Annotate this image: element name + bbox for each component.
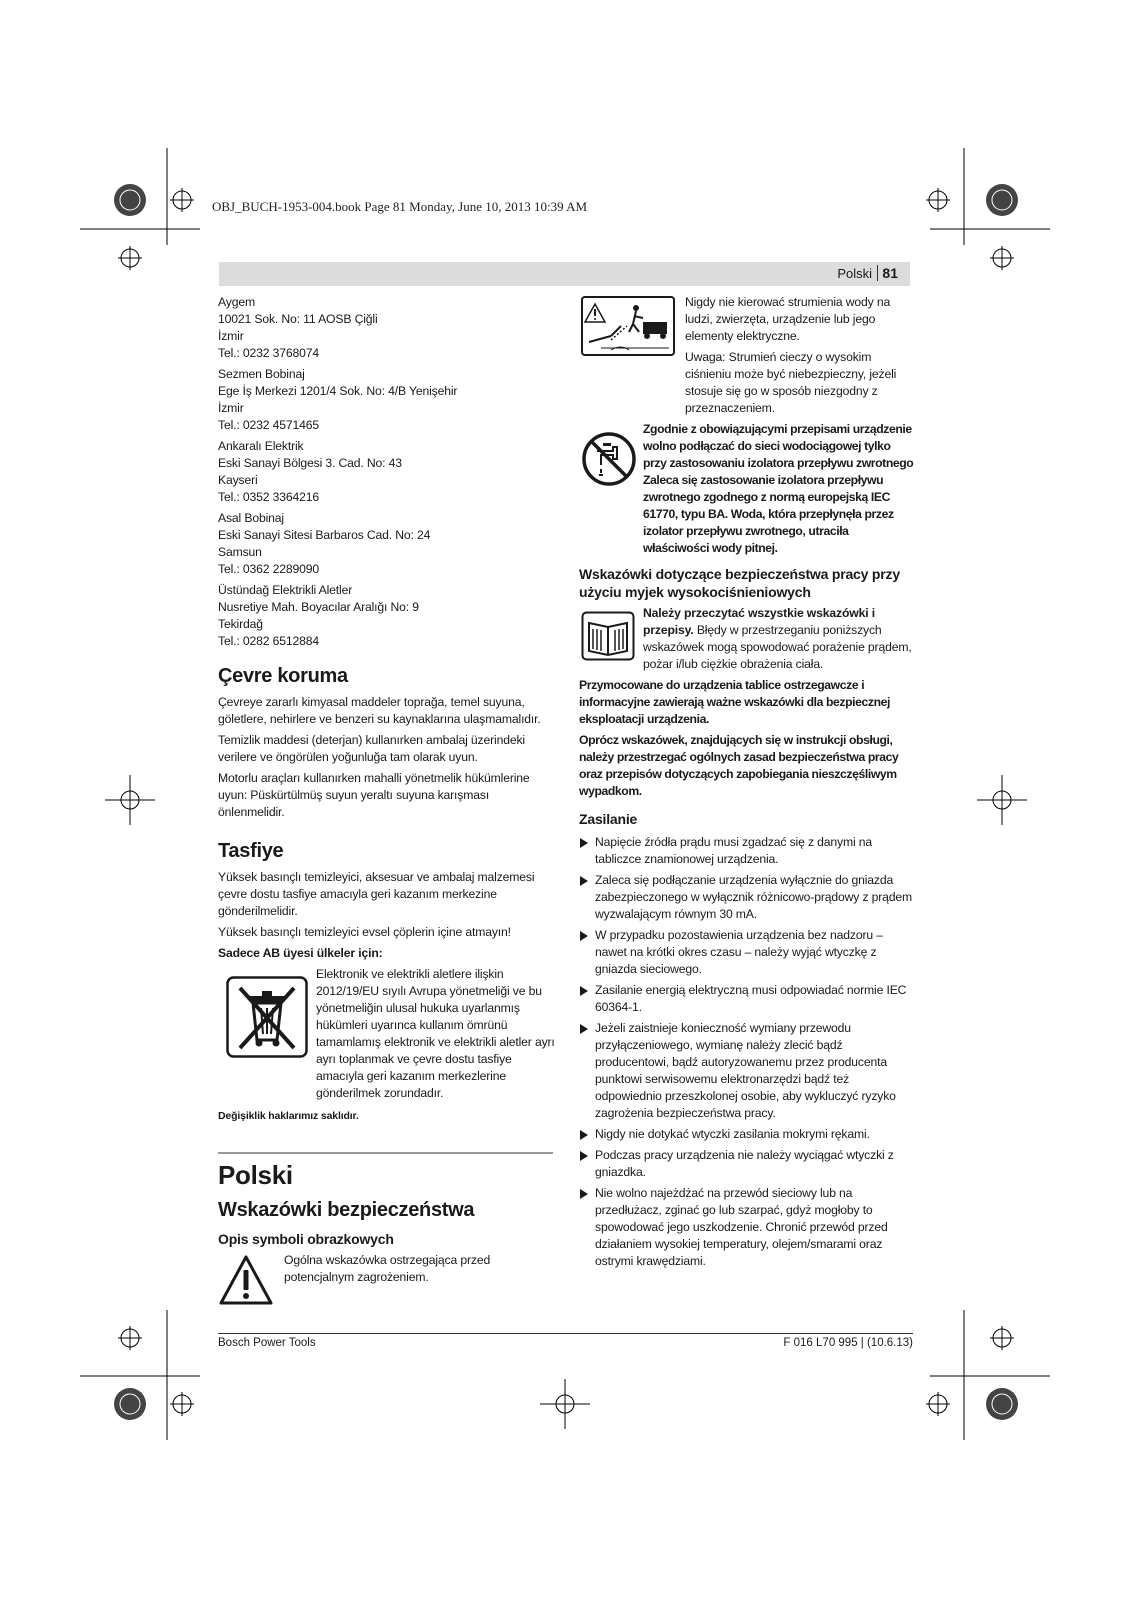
read-manual-block bbox=[579, 605, 914, 673]
backflow-block bbox=[579, 421, 914, 557]
water-jet-warning-icon bbox=[581, 296, 675, 361]
list-item: Jeżeli zaistnieje konieczność wymiany przewodu przyłączeniowego, wymianę należy zlecić bądź producentowi, bądź autoryzowanemu przez producenta punktowi serwisowemu elektronarzędzi bądź też odpowiednio przeszkolonej osobie, aby wykluczyć ryzyko zagrożenia bezpieczeństwa pracy. bbox=[579, 1020, 914, 1122]
address-city: Kayseri bbox=[218, 473, 258, 487]
warning-triangle-icon bbox=[218, 1254, 274, 1311]
weee-text: Elektronik ve elektrikli aletlere ilişkin 2012/19/EU sıyılı Avrupa yönetmeliği ve bu yönetmeliğin ulusal hukuka uyarlanmış hükümleri uyarınca kullanım ömrünü tamamlamış elektronik ve elektrikli aletler ayrı ayrı toplanmak ve çevre dostu tasfiye amacıyla geri kazanım merkezlerine gönderilmek zorundadır. bbox=[316, 967, 555, 1100]
address-city: İzmir bbox=[218, 401, 244, 415]
eu-only-label: Sadece AB üyesi ülkeler için: bbox=[218, 946, 383, 960]
list-item: Zasilanie energią elektryczną musi odpowiadać normie IEC 60364-1. bbox=[579, 982, 914, 1016]
weee-bin-icon bbox=[226, 976, 308, 1063]
address-name: Sezmen Bobinaj bbox=[218, 367, 305, 381]
address-block bbox=[218, 438, 558, 506]
cevre-title: Çevre koruma bbox=[218, 665, 348, 687]
general-rules-note: Oprócz wskazówek, znajdujących się w instrukcji obsługi, należy przestrzegać ogólnych zasad bezpieczeństwa pracy oraz przepisów dotyczących zapobiegania nieszczęśliwym wypadkom. bbox=[579, 733, 899, 798]
address-block bbox=[218, 294, 558, 362]
footer-brand: Bosch Power Tools bbox=[218, 1337, 316, 1349]
list-item: W przypadku pozostawienia urządzenia bez nadzoru – nawet na krótki okres czasu – należy wyjąć wtyczkę z gniazda sieciowego. bbox=[579, 927, 914, 978]
safety-title: Wskazówki bezpieczeństwa bbox=[218, 1199, 475, 1221]
backflow-text: Zgodnie z obowiązującymi przepisami urządzenie wolno podłączać do sieci wodociągowej tylko przy zastosowaniu izolatora przepływu zwrotnego Zaleca się zastosowanie izolatora przepływu zwrotnego zgodnego z normą europejską IEC 61770, typu BA. Woda, która przepłynęła przez izolator przepływu zwrotnego, utraciła właściwości wody pitnej. bbox=[643, 422, 914, 555]
page-number: 81 bbox=[882, 265, 898, 281]
cevre-paragraph-3: Motorlu araçları kullanırken mahalli yönetmelik hükümlerine uyun: Püskürtülmüş suyun yeraltı suyuna karışması önlenmelidir. bbox=[218, 771, 530, 819]
water-jet-block bbox=[579, 294, 914, 417]
address-tel: Tel.: 0352 3364216 bbox=[218, 490, 319, 504]
address-street: Nusretiye Mah. Boyacılar Aralığı No: 9 bbox=[218, 600, 419, 614]
address-street: 10021 Sok. No: 11 AOSB Çiğli bbox=[218, 312, 378, 326]
polski-title: Polski bbox=[218, 1160, 293, 1190]
header-separator bbox=[877, 265, 878, 281]
right-column bbox=[579, 294, 914, 1274]
section-divider bbox=[218, 1152, 553, 1154]
power-supply-title: Zasilanie bbox=[579, 811, 638, 827]
list-item: Napięcie źródła prądu musi zgadzać się z danymi na tabliczce znamionowej urządzenia. bbox=[579, 834, 914, 868]
power-supply-list bbox=[579, 834, 914, 1270]
address-list bbox=[218, 294, 558, 650]
address-name: Asal Bobinaj bbox=[218, 511, 284, 525]
polski-section bbox=[218, 1160, 558, 1312]
header-language: Polski bbox=[837, 266, 872, 281]
address-street: Ege İş Merkezi 1201/4 Sok. No: 4/B Yenişehir bbox=[218, 384, 458, 398]
weee-block bbox=[218, 966, 558, 1102]
general-warning-block bbox=[218, 1252, 558, 1312]
address-tel: Tel.: 0362 2289090 bbox=[218, 562, 319, 576]
cevre-paragraph-1: Çevreye zararlı kimyasal maddeler toprağa, temel suyuna, göletlere, nehirlere ve benzeri su kaynaklarına ulaşmamalıdır. bbox=[218, 695, 541, 726]
page-header-bar bbox=[219, 262, 910, 286]
water-jet-text bbox=[685, 294, 914, 417]
water-jet-paragraph-2: Uwaga: Strumień cieczy o wysokim ciśnieniu może być niebezpieczny, jeżeli stosuje się go w sposób niezgodny z przeznaczeniem. bbox=[685, 350, 897, 415]
no-tap-connection-icon bbox=[581, 431, 637, 492]
labels-note: Przymocowane do urządzenia tablice ostrzegawcze i informacyjne zawierają ważne wskazówki dla bezpiecznej eksploatacji urządzenia. bbox=[579, 678, 890, 726]
tasfiye-paragraph-1: Yüksek basınçlı temizleyici, aksesuar ve ambalaj malzemesi çevre dostu tasfiye amacıyla geri kazanım merkezine gönderilmelidir. bbox=[218, 870, 535, 918]
rights-reserved: Değişiklik haklarımız saklıdır. bbox=[218, 1110, 359, 1122]
address-tel: Tel.: 0232 4571465 bbox=[218, 418, 319, 432]
address-city: İzmir bbox=[218, 329, 244, 343]
address-name: Aygem bbox=[218, 295, 255, 309]
address-tel: Tel.: 0232 3768074 bbox=[218, 346, 319, 360]
footer-rule bbox=[218, 1333, 913, 1334]
address-block bbox=[218, 582, 558, 650]
high-pressure-title: Wskazówki dotyczące bezpieczeństwa pracy przy użyciu myjek wysokociśnieniowych bbox=[579, 566, 900, 600]
symbols-title: Opis symboli obrazkowych bbox=[218, 1231, 394, 1247]
tasfiye-title: Tasfiye bbox=[218, 840, 284, 862]
water-jet-paragraph-1: Nigdy nie kierować strumienia wody na ludzi, zwierzęta, urządzenie lub jego elementy elektryczne. bbox=[685, 295, 891, 343]
cevre-paragraph-2: Temizlik maddesi (deterjan) kullanırken ambalaj üzerindeki verilere ve öngörülen yoğunluğa tam olarak uyun. bbox=[218, 733, 525, 764]
address-block bbox=[218, 366, 558, 434]
address-street: Eski Sanayi Bölgesi 3. Cad. No: 43 bbox=[218, 456, 402, 470]
address-tel: Tel.: 0282 6512884 bbox=[218, 634, 319, 648]
address-street: Eski Sanayi Sitesi Barbaros Cad. No: 24 bbox=[218, 528, 431, 542]
address-city: Samsun bbox=[218, 545, 262, 559]
left-column bbox=[218, 294, 558, 1125]
read-manual-bold: Należy przeczytać wszystkie wskazówki i przepisy. bbox=[643, 606, 875, 637]
address-block bbox=[218, 510, 558, 578]
read-manual-text bbox=[643, 605, 914, 673]
list-item: Podczas pracy urządzenia nie należy wyciągać wtyczki z gniazdka. bbox=[579, 1147, 914, 1181]
footer-doc-code: F 016 L70 995 | (10.6.13) bbox=[783, 1337, 913, 1349]
general-warning-text: Ogólna wskazówka ostrzegająca przed potencjalnym zagrożeniem. bbox=[284, 1253, 491, 1284]
file-header: OBJ_BUCH-1953-004.book Page 81 Monday, June 10, 2013 10:39 AM bbox=[212, 199, 588, 214]
tasfiye-paragraph-2: Yüksek basınçlı temizleyici evsel çöplerin içine atmayın! bbox=[218, 925, 511, 939]
address-name: Üstündağ Elektrikli Aletler bbox=[218, 583, 353, 597]
address-name: Ankaralı Elektrik bbox=[218, 439, 304, 453]
read-manual-icon bbox=[581, 611, 635, 666]
read-manual-rest: Błędy w przestrzeganiu poniższych wskazówek mogą spowodować porażenie prądem, pożar i/lub ciężkie obrażenia ciała. bbox=[643, 623, 912, 671]
list-item: Zaleca się podłączanie urządzenia wyłącznie do gniazda zabezpieczonego w wyłącznik różnicowo-prądowy z prądem wyzwalającym równym 30 mA. bbox=[579, 872, 914, 923]
list-item: Nigdy nie dotykać wtyczki zasilania mokrymi rękami. bbox=[579, 1126, 914, 1143]
address-city: Tekirdağ bbox=[218, 617, 263, 631]
list-item: Nie wolno najeżdżać na przewód sieciowy lub na przedłużacz, zginać go lub szarpać, gdyż mogłoby to spowodować jego uszkodzenie. Chronić przewód przed działaniem wysokiej temperatury, olejem/smarami oraz ostrymi krawędziami. bbox=[579, 1185, 914, 1270]
